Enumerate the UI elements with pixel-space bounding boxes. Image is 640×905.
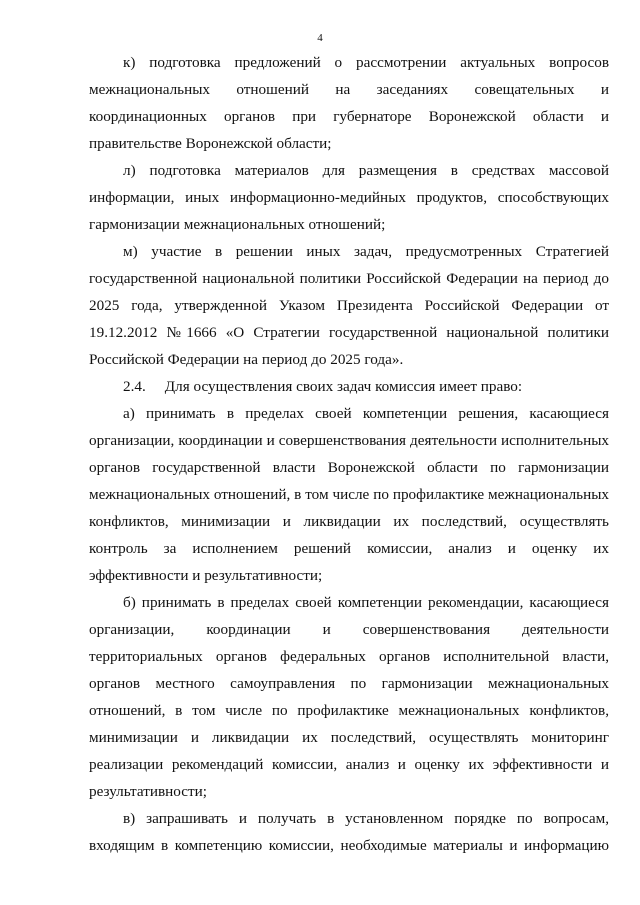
text-line: органов местного самоуправления по гармонизации межнациональных xyxy=(89,675,609,692)
text-line: к) подготовка предложений о рассмотрении актуальных вопросов xyxy=(123,54,609,71)
paragraph-a xyxy=(89,400,609,589)
text-line: правительстве Воронежской области; xyxy=(89,135,332,152)
text-line: информации, иных информационно-медийных продуктов, способствующих xyxy=(89,189,609,206)
text-line: а) принимать в пределах своей компетенции решения, касающиеся xyxy=(123,405,609,422)
text-line: результативности; xyxy=(89,783,207,800)
paragraph-b xyxy=(89,589,609,805)
text-line: 19.12.2012 №1666 «О Стратегии государственной национальной политики xyxy=(89,324,609,341)
section-heading: 2.4. Для осуществления своих задач комиссия имеет право: xyxy=(123,378,523,395)
text-line: минимизации и ликвидации их последствий, осуществлять мониторинг xyxy=(89,729,609,746)
text-line: гармонизации межнациональных отношений; xyxy=(89,216,386,233)
text-line: б) принимать в пределах своей компетенции рекомендации, касающиеся xyxy=(123,594,609,611)
page-number: 4 xyxy=(317,32,323,44)
text-line: л) подготовка материалов для размещения в средствах массовой xyxy=(123,162,609,179)
text-line: межнациональных отношений на заседаниях совещательных и xyxy=(89,81,609,98)
text-line: отношений, в том числе по профилактике межнациональных конфликтов, xyxy=(89,702,609,719)
text-line: организации, координации и совершенствования деятельности xyxy=(89,621,609,638)
text-line: м) участие в решении иных задач, предусмотренных Стратегией xyxy=(123,243,609,260)
section-2-4 xyxy=(89,373,609,400)
text-line: в) запрашивать и получать в установленном порядке по вопросам, xyxy=(123,810,609,827)
paragraph-v xyxy=(89,805,609,859)
paragraph-k xyxy=(89,49,609,157)
text-line: межнациональных отношений, в том числе по профилактике межнациональных xyxy=(89,486,609,503)
paragraph-m xyxy=(89,238,609,373)
text-line: контроль за исполнением решений комиссии, анализ и оценку их xyxy=(89,540,609,557)
text-line: организации, координации и совершенствования деятельности исполнительных xyxy=(89,432,609,449)
text-line: государственной национальной политики Российской Федерации на период до xyxy=(89,270,609,287)
text-line: 2025 года, утвержденной Указом Президента Российской Федерации от xyxy=(89,297,609,314)
text-line: Российской Федерации на период до 2025 года». xyxy=(89,351,404,368)
text-line: координационных органов при губернаторе Воронежской области и xyxy=(89,108,609,125)
text-line: конфликтов, минимизации и ликвидации их последствий, осуществлять xyxy=(89,513,609,530)
paragraph-l xyxy=(89,157,609,238)
text-line: эффективности и результативности; xyxy=(89,567,323,584)
text-line: входящим в компетенцию комиссии, необходимые материалы и информацию xyxy=(89,837,609,854)
document-body xyxy=(89,49,609,859)
text-line: органов государственной власти Воронежской области по гармонизации xyxy=(89,459,609,476)
text-line: территориальных органов федеральных органов исполнительной власти, xyxy=(89,648,609,665)
text-line: реализации рекомендаций комиссии, анализ и оценку их эффективности и xyxy=(89,756,609,773)
